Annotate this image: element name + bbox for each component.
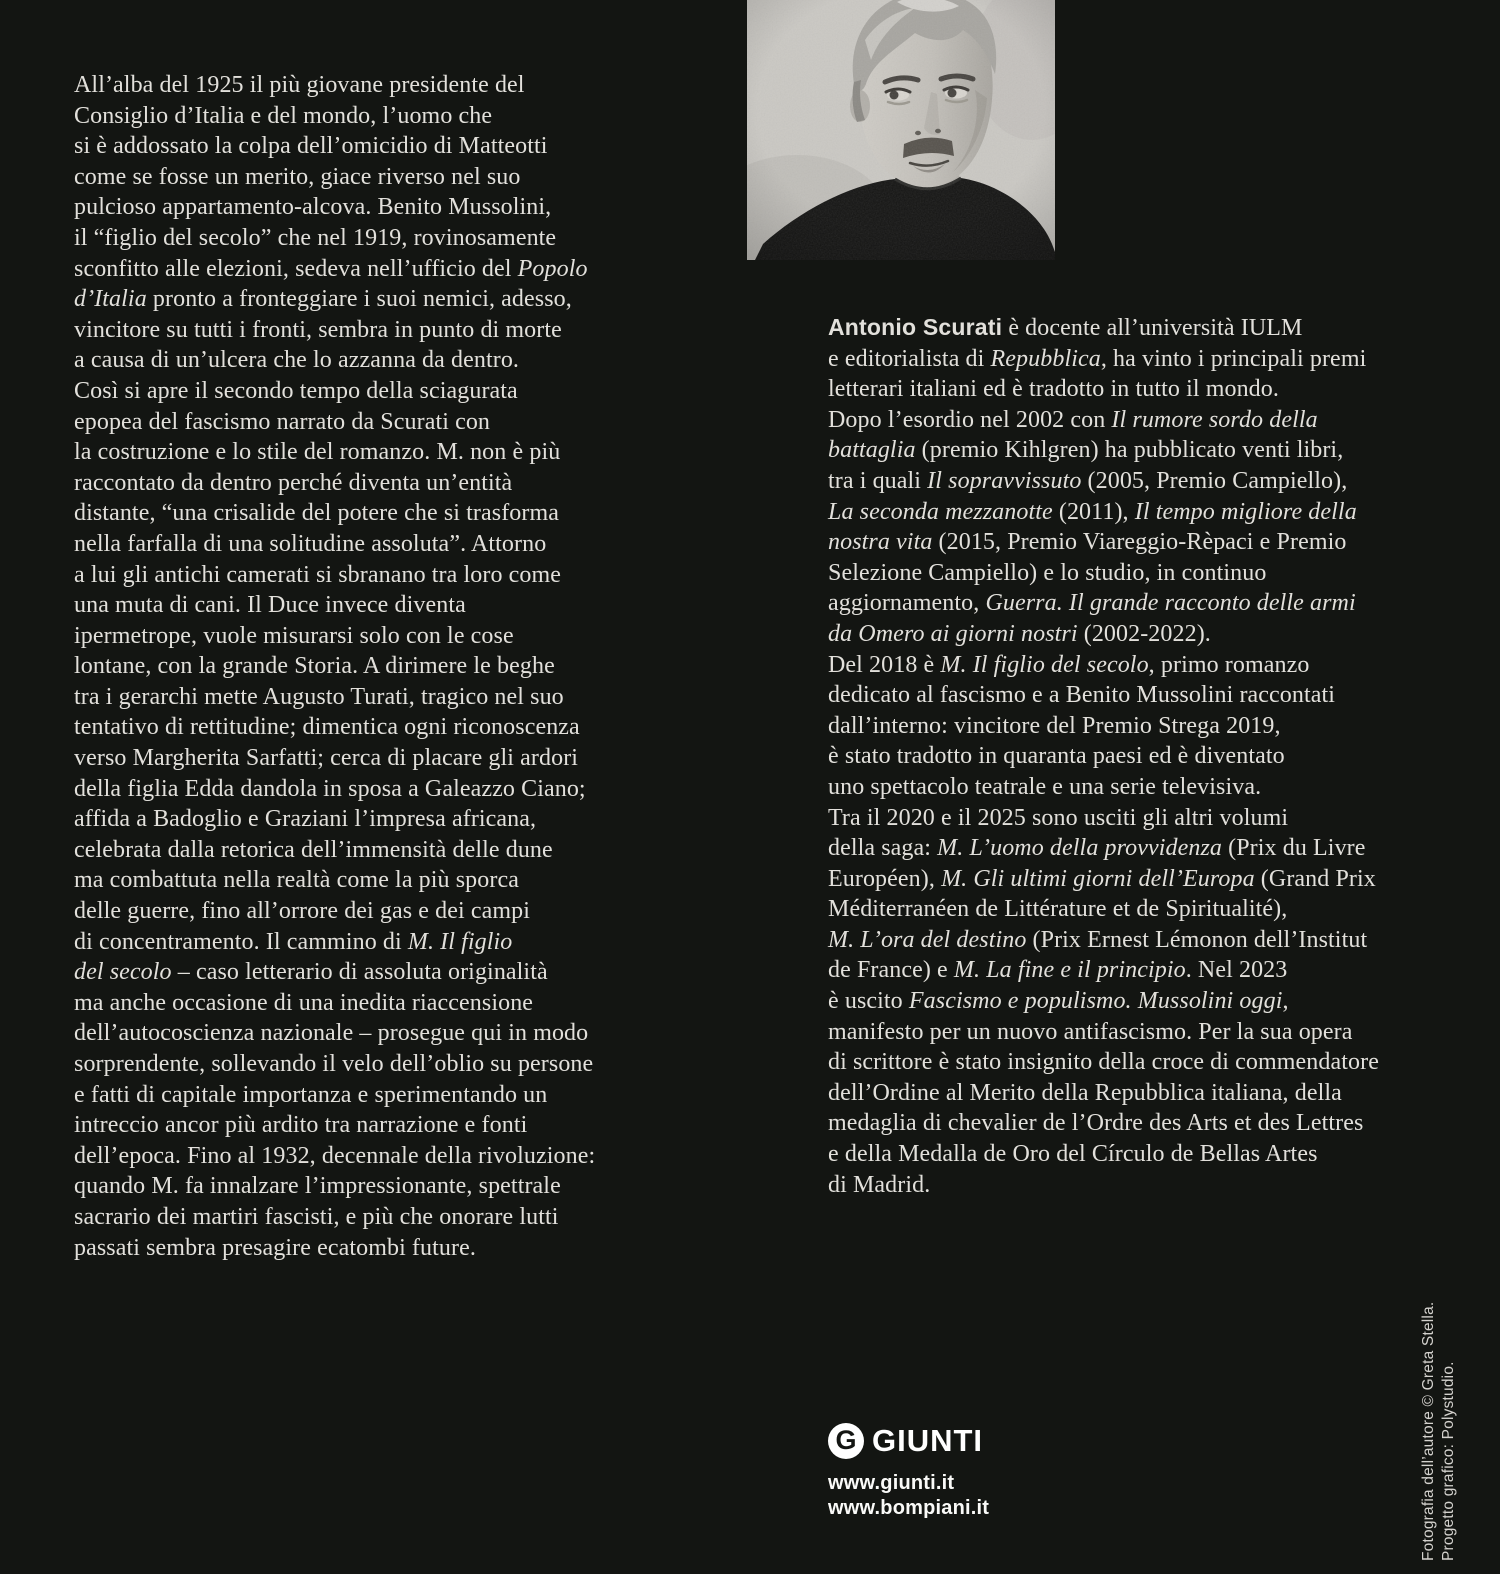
text-line: del secolo – caso letterario di assoluta originalità: [74, 959, 548, 986]
text-line: è stato tradotto in quaranta paesi ed è diventato: [828, 743, 1285, 770]
text-line: distante, “una crisalide del potere che si trasforma: [74, 500, 560, 527]
synopsis-text: [74, 70, 595, 1263]
publisher-websites: [828, 1471, 989, 1521]
text-line: de France) e M. La fine e il principio. Nel 2023: [828, 957, 1288, 984]
giunti-wordmark: GIUNTI: [872, 1423, 984, 1458]
text-line: Dopo l’esordio nel 2002 con Il rumore sordo della: [828, 406, 1318, 433]
text-line: sconfitto alle elezioni, sedeva nell’ufficio del Popolo: [74, 255, 588, 282]
text-line: ipermetrope, vuole misurarsi solo con le cose: [74, 622, 514, 649]
bompiani-url: www.bompiani.it: [828, 1497, 990, 1519]
text-line: letterari italiani ed è tradotto in tutto il mondo.: [828, 376, 1279, 403]
text-line: da Omero ai giorni nostri (2002-2022).: [828, 620, 1211, 647]
text-line: e fatti di capitale importanza e sperimentando un: [74, 1081, 548, 1108]
credits-vertical-text: [1419, 1231, 1459, 1561]
text-line: intreccio ancor più ardito tra narrazione e fonti: [74, 1112, 528, 1139]
text-line: vincitore su tutti i fronti, sembra in punto di morte: [74, 316, 562, 343]
text-line: dall’interno: vincitore del Premio Strega 2019,: [828, 712, 1281, 739]
text-line: Européen), M. Gli ultimi giorni dell’Europa (Grand Prix: [828, 865, 1376, 892]
text-line: una muta di cani. Il Duce invece diventa: [74, 592, 466, 619]
text-line: Méditerranéen de Littérature et de Spiritualité),: [828, 896, 1288, 923]
photo-credit: Fotografia dell’autore © Greta Stella.: [1420, 1301, 1437, 1561]
text-line: Consiglio d’Italia e del mondo, l’uomo che: [74, 102, 493, 129]
text-line: come se fosse un merito, giace riverso nel suo: [74, 163, 521, 190]
text-line: dedicato al fascismo e a Benito Mussolini raccontati: [828, 682, 1336, 709]
text-line: ma combattuta nella realtà come la più sporca: [74, 867, 519, 894]
text-line: La seconda mezzanotte (2011), Il tempo migliore della: [828, 498, 1357, 525]
text-line: affida a Badoglio e Graziani l’impresa africana,: [74, 806, 537, 833]
text-line: aggiornamento, Guerra. Il grande racconto delle armi: [828, 590, 1356, 617]
text-line: M. L’ora del destino (Prix Ernest Lémonon dell’Institut: [828, 926, 1368, 953]
text-line: e editorialista di Repubblica, ha vinto i principali premi: [828, 345, 1367, 372]
text-line: Del 2018 è M. Il figlio del secolo, primo romanzo: [828, 651, 1310, 678]
text-line: è uscito Fascismo e populismo. Mussolini oggi,: [828, 988, 1289, 1015]
text-line: celebrata dalla retorica dell’immensità delle dune: [74, 836, 553, 863]
text-line: a causa di un’ulcera che lo azzanna da dentro.: [74, 347, 520, 374]
text-line: delle guerre, fino all’orrore dei gas e dei campi: [74, 898, 531, 925]
text-line: di concentramento. Il cammino di M. Il figlio: [74, 928, 513, 955]
publisher-block: [828, 1423, 989, 1521]
text-line: Selezione Campiello) e lo studio, in continuo: [828, 559, 1267, 586]
text-line: della saga: M. L’uomo della provvidenza (Prix du Livre: [828, 835, 1366, 862]
text-line: Così si apre il secondo tempo della sciagurata: [74, 377, 518, 404]
text-line: sacrario dei martiri fascisti, e più che onorare lutti: [74, 1203, 559, 1230]
text-line: tra i quali Il sopravvissuto (2005, Premio Campiello),: [828, 467, 1348, 494]
giunti-url: www.giunti.it: [828, 1472, 955, 1494]
giunti-logo-icon: G: [828, 1423, 864, 1459]
text-line: quando M. fa innalzare l’impressionante, spettrale: [74, 1173, 561, 1200]
text-line: medaglia di chevalier de l’Ordre des Arts et des Lettres: [828, 1110, 1364, 1137]
text-line: battaglia (premio Kihlgren) ha pubblicato venti libri,: [828, 437, 1344, 464]
text-line: tra i gerarchi mette Augusto Turati, tragico nel suo: [74, 683, 564, 710]
text-line: verso Margherita Sarfatti; cerca di placare gli ardori: [74, 745, 579, 772]
text-line: il “figlio del secolo” che nel 1919, rovinosamente: [74, 224, 557, 251]
text-line: ma anche occasione di una inedita riaccensione: [74, 989, 534, 1016]
text-line: d’Italia pronto a fronteggiare i suoi nemici, adesso,: [74, 286, 572, 313]
text-line: nella farfalla di una solitudine assoluta”. Attorno: [74, 530, 547, 557]
author-bio-text: [828, 312, 1379, 1200]
text-line: dell’Ordine al Merito della Repubblica italiana, della: [828, 1079, 1342, 1106]
text-line: tentativo di rettitudine; dimentica ogni riconoscenza: [74, 714, 580, 741]
design-credit: Progetto grafico: Polystudio.: [1440, 1361, 1457, 1561]
text-line: lontane, con la grande Storia. A dirimere le beghe: [74, 653, 555, 680]
text-line: Tra il 2020 e il 2025 sono usciti gli altri volumi: [828, 804, 1289, 831]
text-line: All’alba del 1925 il più giovane presidente del: [74, 72, 525, 98]
text-line: raccontato da dentro perché diventa un’entità: [74, 469, 513, 496]
text-line: pulcioso appartamento-alcova. Benito Mussolini,: [74, 194, 552, 221]
text-line: Antonio Scurati è docente all’università IULM: [828, 314, 1303, 341]
text-line: epopea del fascismo narrato da Scurati con: [74, 408, 491, 435]
giunti-logo: [828, 1423, 989, 1459]
text-line: a lui gli antichi camerati si sbranano tra loro come: [74, 561, 562, 588]
text-line: uno spettacolo teatrale e una serie televisiva.: [828, 773, 1262, 800]
author-photo: [747, 0, 1055, 260]
text-line: si è addossato la colpa dell’omicidio di Matteotti: [74, 133, 548, 160]
text-line: nostra vita (2015, Premio Viareggio-Rèpaci e Premio: [828, 529, 1347, 556]
text-line: dell’epoca. Fino al 1932, decennale della rivoluzione:: [74, 1142, 596, 1169]
text-line: della figlia Edda dandola in sposa a Galeazzo Ciano;: [74, 775, 586, 802]
text-line: dell’autocoscienza nazionale – prosegue qui in modo: [74, 1020, 589, 1047]
text-line: di Madrid.: [828, 1171, 931, 1198]
text-line: di scrittore è stato insignito della croce di commendatore: [828, 1049, 1379, 1076]
text-line: manifesto per un nuovo antifascismo. Per la sua opera: [828, 1018, 1353, 1045]
text-line: sorprendente, sollevando il velo dell’oblio su persone: [74, 1051, 594, 1077]
text-line: la costruzione e lo stile del romanzo. M. non è più: [74, 439, 561, 466]
text-line: e della Medalla de Oro del Círculo de Bellas Artes: [828, 1141, 1318, 1168]
text-line: passati sembra presagire ecatombi future.: [74, 1234, 476, 1261]
